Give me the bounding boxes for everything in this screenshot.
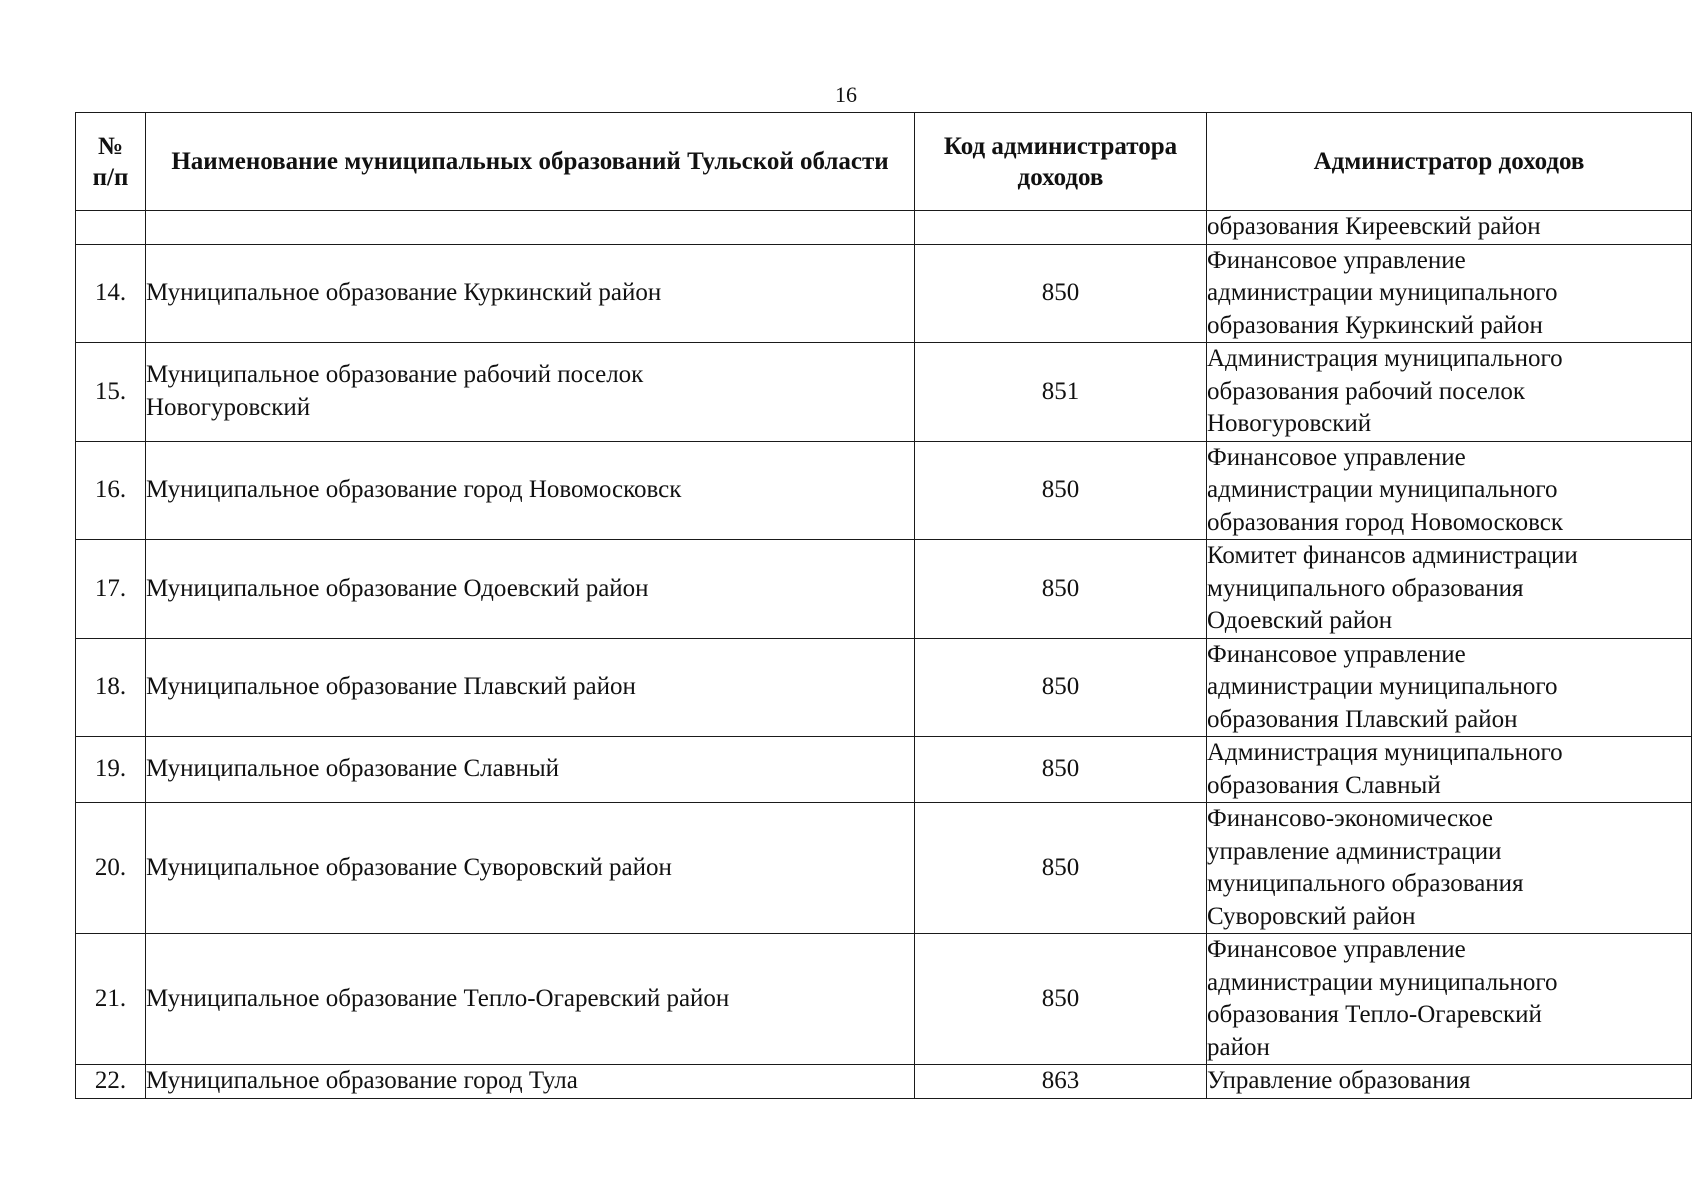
row-number: 19. [76,737,146,803]
municipality-name: Муниципальное образование Суворовский район [146,803,915,934]
municipality-name: Муниципальное образование Куркинский район [146,244,915,343]
revenue-administrator: Управление образования [1207,1065,1692,1099]
header-admin-code: Код администратора доходов [915,113,1207,211]
table-row [76,638,1692,737]
admin-code: 863 [915,1065,1207,1099]
table-row [76,1065,1692,1099]
municipality-name: Муниципальное образование рабочий поселок Новогуровский [146,343,915,442]
header-number: № п/п [76,113,146,211]
page-number: 16 [835,82,857,107]
admin-code [915,211,1207,245]
table-header-row [76,113,1692,211]
row-number: 16. [76,441,146,540]
municipality-name: Муниципальное образование город Тула [146,1065,915,1099]
municipality-name: Муниципальное образование Одоевский район [146,540,915,639]
row-number: 20. [76,803,146,934]
revenue-administrator: Финансовое управление администрации муниципального образования Куркинский район [1207,244,1692,343]
table-row [76,934,1692,1065]
table-row [76,244,1692,343]
admin-code: 850 [915,737,1207,803]
revenue-administrator: Финансовое управление администрации муниципального образования Тепло-Огаревский район [1207,934,1692,1065]
table-row [76,540,1692,639]
municipality-name: Муниципальное образование Славный [146,737,915,803]
admin-code: 851 [915,343,1207,442]
revenue-administrator: Администрация муниципального образования рабочий поселок Новогуровский [1207,343,1692,442]
municipality-name: Муниципальное образование город Новомосковск [146,441,915,540]
row-number [76,211,146,245]
revenue-administrator: образования Киреевский район [1207,211,1692,245]
revenue-administrator: Финансово-экономическое управление администрации муниципального образования Суворовский район [1207,803,1692,934]
table-row [76,441,1692,540]
municipality-name: Муниципальное образование Плавский район [146,638,915,737]
header-municipality-name: Наименование муниципальных образований Тульской области [146,113,915,211]
admin-code: 850 [915,803,1207,934]
municipality-name [146,211,915,245]
revenue-administrator: Администрация муниципального образования Славный [1207,737,1692,803]
admin-code: 850 [915,540,1207,639]
row-number: 15. [76,343,146,442]
municipality-name: Муниципальное образование Тепло-Огаревский район [146,934,915,1065]
revenue-administrator: Финансовое управление администрации муниципального образования город Новомосковск [1207,441,1692,540]
row-number: 21. [76,934,146,1065]
header-revenue-administrator: Администратор доходов [1207,113,1692,211]
admin-code: 850 [915,441,1207,540]
revenue-administrators-table [75,112,1692,1099]
revenue-administrator: Финансовое управление администрации муниципального образования Плавский район [1207,638,1692,737]
table-row [76,737,1692,803]
table-row [76,803,1692,934]
revenue-administrator: Комитет финансов администрации муниципального образования Одоевский район [1207,540,1692,639]
admin-code: 850 [915,638,1207,737]
admin-code: 850 [915,934,1207,1065]
row-number: 22. [76,1065,146,1099]
row-number: 14. [76,244,146,343]
row-number: 17. [76,540,146,639]
row-number: 18. [76,638,146,737]
table-row [76,343,1692,442]
table-row [76,211,1692,245]
admin-code: 850 [915,244,1207,343]
